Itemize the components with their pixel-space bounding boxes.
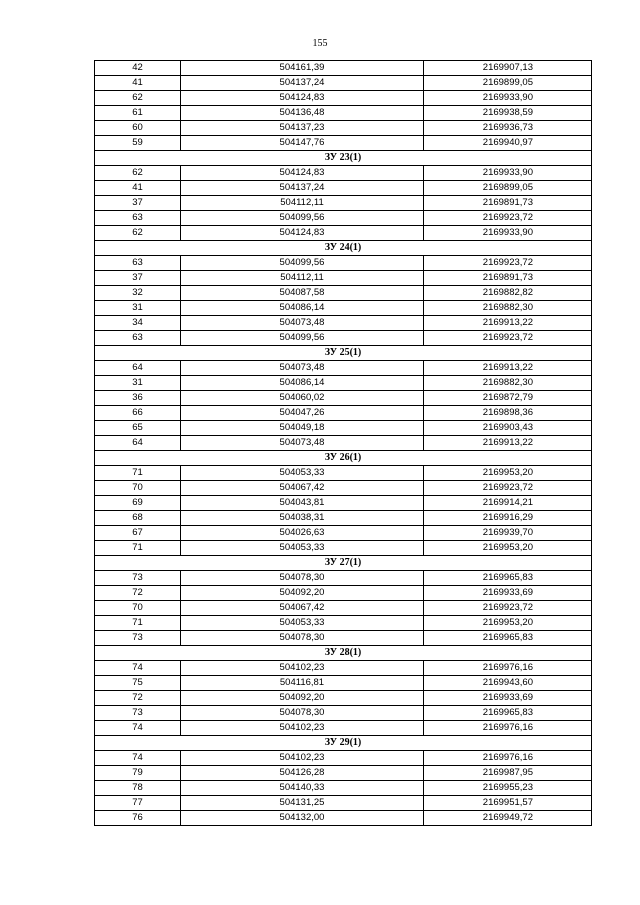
y-coordinate-cell: 2169913,22 xyxy=(424,436,592,451)
point-number-cell: 73 xyxy=(95,571,181,586)
section-title: ЗУ 23(1) xyxy=(95,151,592,166)
x-coordinate-cell: 504078,30 xyxy=(181,571,424,586)
x-coordinate-cell: 504067,42 xyxy=(181,481,424,496)
table-row xyxy=(95,121,592,136)
table-row xyxy=(95,766,592,781)
x-coordinate-cell: 504131,25 xyxy=(181,796,424,811)
point-number-cell: 75 xyxy=(95,676,181,691)
y-coordinate-cell: 2169882,30 xyxy=(424,301,592,316)
point-number-cell: 62 xyxy=(95,91,181,106)
y-coordinate-cell: 2169965,83 xyxy=(424,631,592,646)
x-coordinate-cell: 504078,30 xyxy=(181,706,424,721)
point-number-cell: 31 xyxy=(95,376,181,391)
section-title: ЗУ 27(1) xyxy=(95,556,592,571)
table-row xyxy=(95,331,592,346)
y-coordinate-cell: 2169882,82 xyxy=(424,286,592,301)
x-coordinate-cell: 504047,26 xyxy=(181,406,424,421)
y-coordinate-cell: 2169923,72 xyxy=(424,256,592,271)
x-coordinate-cell: 504053,33 xyxy=(181,466,424,481)
x-coordinate-cell: 504161,39 xyxy=(181,61,424,76)
point-number-cell: 62 xyxy=(95,166,181,181)
x-coordinate-cell: 504124,83 xyxy=(181,226,424,241)
x-coordinate-cell: 504087,58 xyxy=(181,286,424,301)
point-number-cell: 79 xyxy=(95,766,181,781)
y-coordinate-cell: 2169923,72 xyxy=(424,331,592,346)
table-row xyxy=(95,316,592,331)
x-coordinate-cell: 504073,48 xyxy=(181,436,424,451)
table-row xyxy=(95,271,592,286)
y-coordinate-cell: 2169913,22 xyxy=(424,316,592,331)
section-header-row xyxy=(95,736,592,751)
table-row xyxy=(95,421,592,436)
point-number-cell: 63 xyxy=(95,256,181,271)
table-row xyxy=(95,706,592,721)
table-row xyxy=(95,211,592,226)
table-row xyxy=(95,76,592,91)
point-number-cell: 32 xyxy=(95,286,181,301)
point-number-cell: 34 xyxy=(95,316,181,331)
x-coordinate-cell: 504086,14 xyxy=(181,376,424,391)
x-coordinate-cell: 504112,11 xyxy=(181,196,424,211)
x-coordinate-cell: 504099,56 xyxy=(181,331,424,346)
y-coordinate-cell: 2169891,73 xyxy=(424,271,592,286)
table-row xyxy=(95,91,592,106)
point-number-cell: 73 xyxy=(95,631,181,646)
y-coordinate-cell: 2169933,90 xyxy=(424,91,592,106)
table-row xyxy=(95,751,592,766)
point-number-cell: 64 xyxy=(95,361,181,376)
y-coordinate-cell: 2169936,73 xyxy=(424,121,592,136)
x-coordinate-cell: 504092,20 xyxy=(181,586,424,601)
point-number-cell: 71 xyxy=(95,616,181,631)
section-header-row xyxy=(95,241,592,256)
y-coordinate-cell: 2169987,95 xyxy=(424,766,592,781)
point-number-cell: 70 xyxy=(95,481,181,496)
table-row xyxy=(95,301,592,316)
point-number-cell: 62 xyxy=(95,226,181,241)
y-coordinate-cell: 2169940,97 xyxy=(424,136,592,151)
table-row xyxy=(95,391,592,406)
table-row xyxy=(95,406,592,421)
point-number-cell: 68 xyxy=(95,511,181,526)
section-header-row xyxy=(95,451,592,466)
table-row xyxy=(95,136,592,151)
y-coordinate-cell: 2169923,72 xyxy=(424,211,592,226)
y-coordinate-cell: 2169923,72 xyxy=(424,601,592,616)
point-number-cell: 63 xyxy=(95,211,181,226)
coordinates-table-body xyxy=(95,61,592,826)
x-coordinate-cell: 504137,23 xyxy=(181,121,424,136)
table-row xyxy=(95,796,592,811)
y-coordinate-cell: 2169923,72 xyxy=(424,481,592,496)
table-row xyxy=(95,631,592,646)
point-number-cell: 72 xyxy=(95,691,181,706)
point-number-cell: 74 xyxy=(95,751,181,766)
table-row xyxy=(95,226,592,241)
y-coordinate-cell: 2169965,83 xyxy=(424,571,592,586)
section-header-row xyxy=(95,556,592,571)
table-row xyxy=(95,196,592,211)
y-coordinate-cell: 2169933,90 xyxy=(424,226,592,241)
y-coordinate-cell: 2169903,43 xyxy=(424,421,592,436)
point-number-cell: 37 xyxy=(95,196,181,211)
x-coordinate-cell: 504137,24 xyxy=(181,76,424,91)
y-coordinate-cell: 2169953,20 xyxy=(424,541,592,556)
point-number-cell: 42 xyxy=(95,61,181,76)
point-number-cell: 74 xyxy=(95,721,181,736)
table-row xyxy=(95,511,592,526)
point-number-cell: 71 xyxy=(95,541,181,556)
x-coordinate-cell: 504124,83 xyxy=(181,91,424,106)
table-row xyxy=(95,811,592,826)
table-row xyxy=(95,376,592,391)
x-coordinate-cell: 504102,23 xyxy=(181,661,424,676)
point-number-cell: 59 xyxy=(95,136,181,151)
point-number-cell: 76 xyxy=(95,811,181,826)
table-row xyxy=(95,661,592,676)
table-row xyxy=(95,286,592,301)
x-coordinate-cell: 504053,33 xyxy=(181,541,424,556)
section-title: ЗУ 29(1) xyxy=(95,736,592,751)
y-coordinate-cell: 2169933,69 xyxy=(424,586,592,601)
table-row xyxy=(95,601,592,616)
table-row xyxy=(95,481,592,496)
x-coordinate-cell: 504049,18 xyxy=(181,421,424,436)
x-coordinate-cell: 504073,48 xyxy=(181,316,424,331)
table-row xyxy=(95,466,592,481)
point-number-cell: 67 xyxy=(95,526,181,541)
table-row xyxy=(95,541,592,556)
point-number-cell: 36 xyxy=(95,391,181,406)
point-number-cell: 77 xyxy=(95,796,181,811)
table-row xyxy=(95,586,592,601)
coordinates-table xyxy=(94,60,592,826)
x-coordinate-cell: 504124,83 xyxy=(181,166,424,181)
x-coordinate-cell: 504132,00 xyxy=(181,811,424,826)
point-number-cell: 72 xyxy=(95,586,181,601)
section-header-row xyxy=(95,151,592,166)
point-number-cell: 41 xyxy=(95,181,181,196)
y-coordinate-cell: 2169907,13 xyxy=(424,61,592,76)
y-coordinate-cell: 2169899,05 xyxy=(424,76,592,91)
point-number-cell: 31 xyxy=(95,301,181,316)
x-coordinate-cell: 504038,31 xyxy=(181,511,424,526)
x-coordinate-cell: 504099,56 xyxy=(181,256,424,271)
y-coordinate-cell: 2169976,16 xyxy=(424,661,592,676)
y-coordinate-cell: 2169916,29 xyxy=(424,511,592,526)
y-coordinate-cell: 2169899,05 xyxy=(424,181,592,196)
table-row xyxy=(95,61,592,76)
y-coordinate-cell: 2169965,83 xyxy=(424,706,592,721)
y-coordinate-cell: 2169933,69 xyxy=(424,691,592,706)
point-number-cell: 78 xyxy=(95,781,181,796)
x-coordinate-cell: 504126,28 xyxy=(181,766,424,781)
x-coordinate-cell: 504137,24 xyxy=(181,181,424,196)
point-number-cell: 74 xyxy=(95,661,181,676)
y-coordinate-cell: 2169872,79 xyxy=(424,391,592,406)
x-coordinate-cell: 504086,14 xyxy=(181,301,424,316)
y-coordinate-cell: 2169891,73 xyxy=(424,196,592,211)
y-coordinate-cell: 2169976,16 xyxy=(424,721,592,736)
y-coordinate-cell: 2169976,16 xyxy=(424,751,592,766)
point-number-cell: 37 xyxy=(95,271,181,286)
y-coordinate-cell: 2169949,72 xyxy=(424,811,592,826)
table-row xyxy=(95,691,592,706)
point-number-cell: 65 xyxy=(95,421,181,436)
y-coordinate-cell: 2169914,21 xyxy=(424,496,592,511)
table-row xyxy=(95,526,592,541)
table-row xyxy=(95,676,592,691)
x-coordinate-cell: 504078,30 xyxy=(181,631,424,646)
x-coordinate-cell: 504073,48 xyxy=(181,361,424,376)
table-row xyxy=(95,256,592,271)
x-coordinate-cell: 504136,48 xyxy=(181,106,424,121)
point-number-cell: 64 xyxy=(95,436,181,451)
x-coordinate-cell: 504102,23 xyxy=(181,721,424,736)
table-row xyxy=(95,361,592,376)
x-coordinate-cell: 504060,02 xyxy=(181,391,424,406)
table-row xyxy=(95,571,592,586)
table-row xyxy=(95,496,592,511)
y-coordinate-cell: 2169939,70 xyxy=(424,526,592,541)
y-coordinate-cell: 2169913,22 xyxy=(424,361,592,376)
point-number-cell: 71 xyxy=(95,466,181,481)
table-row xyxy=(95,166,592,181)
x-coordinate-cell: 504043,81 xyxy=(181,496,424,511)
section-title: ЗУ 24(1) xyxy=(95,241,592,256)
point-number-cell: 41 xyxy=(95,76,181,91)
section-title: ЗУ 26(1) xyxy=(95,451,592,466)
y-coordinate-cell: 2169882,30 xyxy=(424,376,592,391)
page-number: 155 xyxy=(312,38,328,49)
point-number-cell: 61 xyxy=(95,106,181,121)
section-header-row xyxy=(95,346,592,361)
y-coordinate-cell: 2169938,59 xyxy=(424,106,592,121)
x-coordinate-cell: 504102,23 xyxy=(181,751,424,766)
y-coordinate-cell: 2169943,60 xyxy=(424,676,592,691)
x-coordinate-cell: 504140,33 xyxy=(181,781,424,796)
y-coordinate-cell: 2169953,20 xyxy=(424,466,592,481)
table-row xyxy=(95,181,592,196)
x-coordinate-cell: 504092,20 xyxy=(181,691,424,706)
point-number-cell: 70 xyxy=(95,601,181,616)
table-row xyxy=(95,721,592,736)
table-row xyxy=(95,781,592,796)
section-header-row xyxy=(95,646,592,661)
x-coordinate-cell: 504053,33 xyxy=(181,616,424,631)
section-title: ЗУ 25(1) xyxy=(95,346,592,361)
table-row xyxy=(95,616,592,631)
table-row xyxy=(95,436,592,451)
y-coordinate-cell: 2169898,36 xyxy=(424,406,592,421)
y-coordinate-cell: 2169955,23 xyxy=(424,781,592,796)
x-coordinate-cell: 504026,63 xyxy=(181,526,424,541)
y-coordinate-cell: 2169933,90 xyxy=(424,166,592,181)
y-coordinate-cell: 2169951,57 xyxy=(424,796,592,811)
section-title: ЗУ 28(1) xyxy=(95,646,592,661)
point-number-cell: 66 xyxy=(95,406,181,421)
point-number-cell: 73 xyxy=(95,706,181,721)
y-coordinate-cell: 2169953,20 xyxy=(424,616,592,631)
x-coordinate-cell: 504067,42 xyxy=(181,601,424,616)
x-coordinate-cell: 504112,11 xyxy=(181,271,424,286)
table-row xyxy=(95,106,592,121)
x-coordinate-cell: 504147,76 xyxy=(181,136,424,151)
x-coordinate-cell: 504099,56 xyxy=(181,211,424,226)
point-number-cell: 63 xyxy=(95,331,181,346)
point-number-cell: 60 xyxy=(95,121,181,136)
x-coordinate-cell: 504116,81 xyxy=(181,676,424,691)
point-number-cell: 69 xyxy=(95,496,181,511)
